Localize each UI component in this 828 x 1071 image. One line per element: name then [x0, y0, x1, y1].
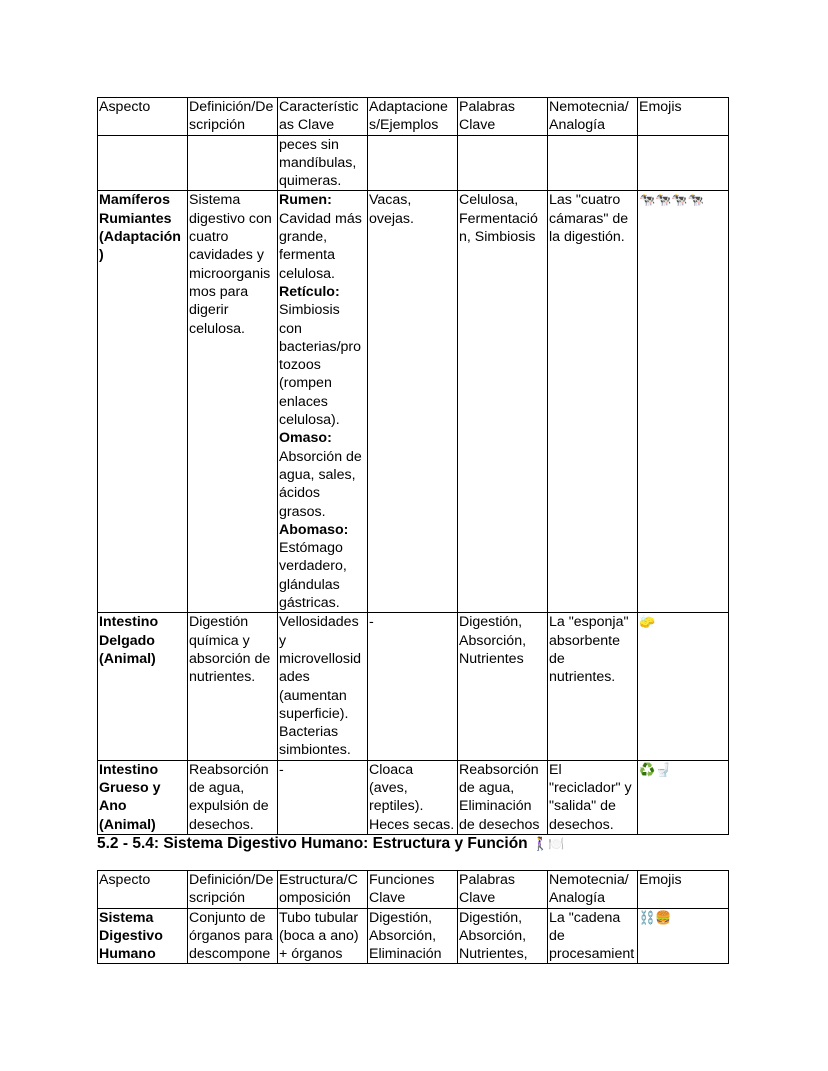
table-cell: La "esponja" absorbente de nutrientes.	[548, 613, 638, 760]
chain-burger-emoji-icon: ⛓️🍔	[639, 910, 672, 926]
table-row	[98, 135, 729, 191]
header-cell: Definición/De scripción	[188, 98, 278, 136]
table-cell: Digestión química y absorción de nutrientes.	[188, 613, 278, 760]
table-row	[98, 760, 729, 834]
header-cell: Nemotecnia/ Analogía	[548, 871, 638, 909]
header-cell: Estructura/C omposición	[278, 871, 368, 909]
row-aspect-cell: Intestino Grueso y Ano (Animal)	[98, 760, 188, 834]
header-cell: Palabras Clave	[458, 98, 548, 136]
header-cell: Palabras Clave	[458, 871, 548, 909]
table-row	[98, 191, 729, 613]
animal-digestion-table	[97, 97, 729, 835]
table-cell: Celulosa, Fermentació n, Simbiosis	[458, 191, 548, 613]
table-cell: Vacas, ovejas.	[368, 191, 458, 613]
table-cell: Digestión, Absorción, Eliminación	[368, 908, 458, 964]
walking-plate-emoji-icon: 🚶‍♀️🍽️	[531, 837, 565, 852]
section-heading	[97, 834, 564, 854]
table-cell: Las "cuatro cámaras" de la digestión.	[548, 191, 638, 613]
header-cell: Emojis	[638, 871, 729, 909]
header-cell: Funciones Clave	[368, 871, 458, 909]
table-cell: Conjunto de órganos para descompone	[188, 908, 278, 964]
table-row	[98, 613, 729, 760]
row-aspect-cell: Sistema Digestivo Humano	[98, 908, 188, 964]
row-aspect-cell: Mamíferos Rumiantes (Adaptación )	[98, 191, 188, 613]
table-cell: Digestión, Absorción, Nutrientes	[458, 613, 548, 760]
table-cell: Reabsorción de agua, Eliminación de desechos	[458, 760, 548, 834]
header-cell: Definición/De scripción	[188, 871, 278, 909]
table-cell: peces sin mandíbulas, quimeras.	[278, 135, 368, 191]
reticulo-label: Retículo:	[279, 283, 340, 300]
section-heading-text: 5.2 - 5.4: Sistema Digestivo Humano: Estructura y Función	[97, 835, 528, 852]
table-cell: Digestión, Absorción, Nutrientes,	[458, 908, 548, 964]
table-row	[98, 908, 729, 964]
table-cell: La "cadena de procesamient	[548, 908, 638, 964]
table-cell	[638, 613, 729, 760]
table-cell: -	[278, 760, 368, 834]
table-cell	[638, 760, 729, 834]
table-cell: Sistema digestivo con cuatro cavidades y microorganis mos para digerir celulosa.	[188, 191, 278, 613]
table-cell: Tubo tubular (boca a ano) + órganos	[278, 908, 368, 964]
abomaso-label: Abomaso:	[279, 521, 349, 538]
row-aspect-cell: Intestino Delgado (Animal)	[98, 613, 188, 760]
header-cell: Característic as Clave	[278, 98, 368, 136]
header-cell: Aspecto	[98, 98, 188, 136]
table-cell: El "reciclador" y "salida" de desechos.	[548, 760, 638, 834]
cow-emoji-icon: 🐄🐄🐄🐄	[639, 193, 704, 209]
table-cell	[638, 908, 729, 964]
omaso-label: Omaso:	[279, 430, 332, 447]
sponge-emoji-icon: 🧽	[639, 615, 656, 631]
table-cell	[638, 191, 729, 613]
table-cell: Vellosidades y microvellosid ades (aumentan superficie). Bacterias simbiontes.	[278, 613, 368, 760]
human-digestion-table	[97, 870, 729, 964]
header-cell: Emojis	[638, 98, 729, 136]
recycle-toilet-emoji-icon: ♻️🚽	[639, 762, 672, 778]
header-cell: Aspecto	[98, 871, 188, 909]
table-cell: -	[368, 613, 458, 760]
table-header-row	[98, 871, 729, 909]
rumen-label: Rumen:	[279, 192, 332, 209]
table-cell: Rumen: Cavidad más grande, fermenta celulosa. Retículo: Simbiosis con bacterias/pro tozoos (rompen enlaces celulosa). Omaso: Absorción de agua, sales, ácidos grasos. Abomaso: Estómago verdadero, glándulas gástricas.	[278, 191, 368, 613]
table-cell: Reabsorción de agua, expulsión de desechos.	[188, 760, 278, 834]
table-cell: Cloaca (aves, reptiles). Heces secas.	[368, 760, 458, 834]
header-cell: Nemotecnia/ Analogía	[548, 98, 638, 136]
table-header-row	[98, 98, 729, 136]
header-cell: Adaptacione s/Ejemplos	[368, 98, 458, 136]
